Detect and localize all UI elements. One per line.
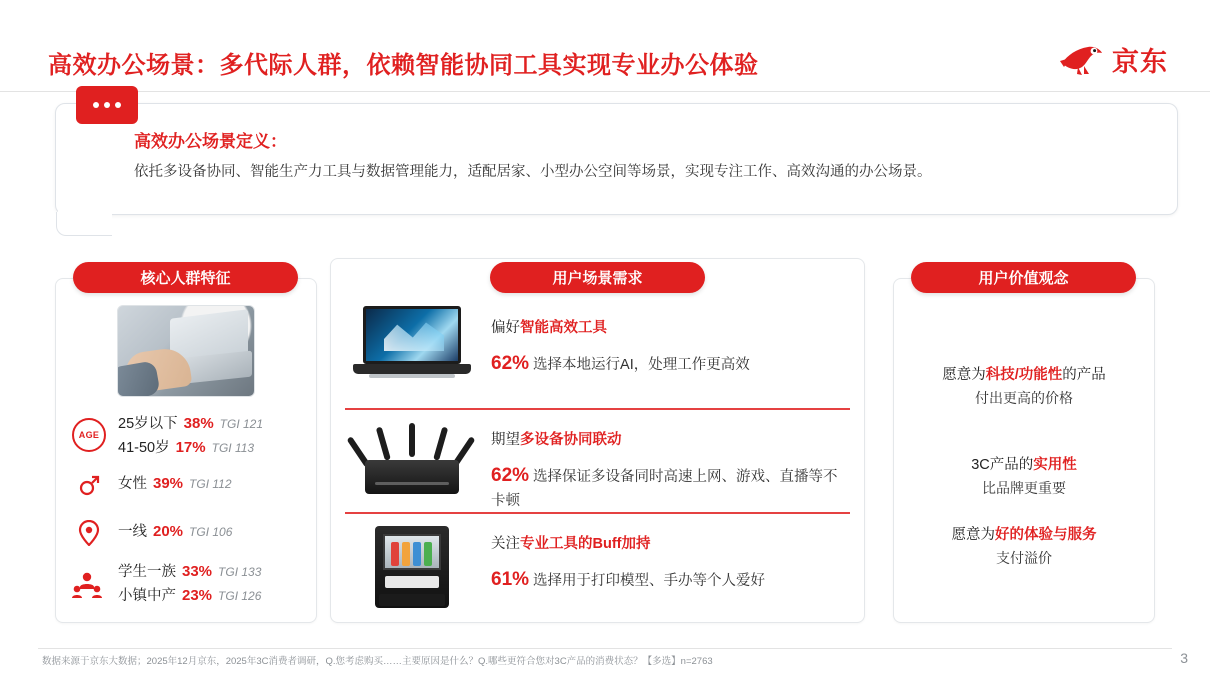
definition-title: 高效办公场景定义：	[134, 132, 287, 151]
location-pin-icon	[72, 516, 106, 550]
need-divider	[345, 512, 850, 514]
brand-logo	[1058, 40, 1168, 79]
values-panel-title: 用户价值观念	[911, 262, 1136, 293]
fact-pct: 20%	[153, 523, 184, 540]
fact-tgi: TGI 113	[211, 441, 255, 455]
brand-name: 京东	[1112, 47, 1168, 77]
jd-dog-icon	[1058, 41, 1106, 79]
fact-label: 女性	[118, 476, 147, 492]
fact-label: 25岁以下	[118, 416, 178, 432]
persona-fact-gender	[118, 472, 232, 493]
definition-callout	[55, 103, 1178, 215]
page-title: 高效办公场景：多代际人群，依赖智能协同工具实现专业办公体验	[48, 52, 759, 79]
wifi-router-icon	[353, 420, 471, 506]
need-stat: 61% 选择用于打印模型、手办等个人爱好	[491, 569, 766, 590]
slide-header	[0, 0, 1210, 92]
laptop-icon	[353, 302, 471, 388]
callout-tail	[56, 212, 112, 236]
fact-pct: 38%	[183, 415, 214, 432]
value-item-technology: 愿意为科技/功能性的产品 付出更高的价格	[942, 367, 1106, 406]
fact-label: 41-50岁	[118, 440, 170, 456]
need-heading: 期望多设备协同联动	[491, 432, 622, 448]
definition-body: 依托多设备协同、智能生产力工具与数据管理能力，适配居家、小型办公空间等场景，实现专注工作、高效沟通的办公场景。	[134, 164, 932, 180]
persona-fact-age	[118, 412, 263, 457]
quote-dots-icon	[76, 86, 138, 124]
age-badge-icon: AGE	[72, 418, 106, 452]
fact-tgi: TGI 133	[218, 565, 262, 579]
need-heading: 偏好智能高效工具	[491, 320, 607, 336]
footer-divider	[38, 648, 1172, 649]
value-item-practicality: 3C产品的实用性 比品牌更重要	[971, 457, 1077, 496]
fact-pct: 17%	[175, 439, 206, 456]
fact-label: 学生一族	[118, 564, 176, 580]
fact-tgi: TGI 106	[189, 525, 233, 539]
page-number: 3	[1180, 650, 1188, 666]
need-stat: 62% 选择保证多设备同时高速上网、游戏、直播等不卡顿	[491, 465, 838, 509]
persona-fact-city	[118, 520, 232, 541]
fact-pct: 23%	[182, 587, 213, 604]
fact-tgi: TGI 121	[219, 417, 264, 431]
need-stat: 62% 选择本地运行AI，处理工作更高效	[491, 353, 750, 374]
header-divider	[0, 91, 1210, 92]
fact-tgi: TGI 112	[189, 477, 232, 491]
persona-fact-groups	[118, 560, 261, 605]
people-group-icon	[70, 568, 104, 602]
value-item-experience: 愿意为好的体验与服务 支付溢价	[951, 527, 1097, 566]
fact-label: 小镇中产	[118, 588, 176, 604]
need-heading: 关注专业工具的Buff加持	[491, 536, 651, 552]
source-note: 数据来源于京东大数据；2025年12月京东，2025年3C消费者调研，Q.您考虑购买……主要原因是什么？Q.哪些更符合您对3C产品的消费状态？【多选】n=2763	[42, 656, 713, 667]
persona-photo-laptop-hands	[117, 305, 255, 397]
values-panel	[893, 278, 1155, 623]
fact-tgi: TGI 126	[218, 589, 262, 603]
3d-printer-icon	[353, 524, 471, 610]
male-gender-icon	[72, 468, 106, 502]
fact-pct: 33%	[182, 563, 213, 580]
need-divider	[345, 408, 850, 410]
persona-panel-title: 核心人群特征	[73, 262, 298, 293]
fact-pct: 39%	[153, 475, 184, 492]
fact-label: 一线	[118, 524, 147, 540]
needs-panel-title: 用户场景需求	[490, 262, 705, 293]
